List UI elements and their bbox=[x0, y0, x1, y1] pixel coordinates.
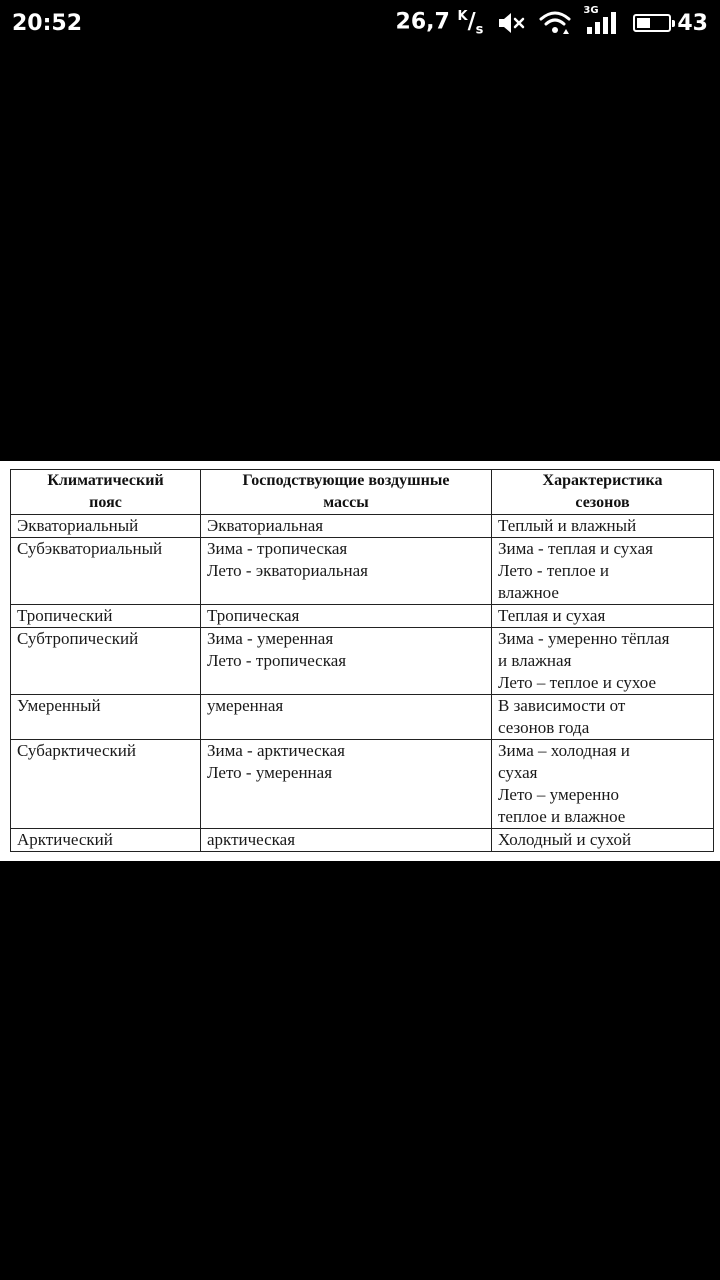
network-type-label: 3G bbox=[583, 5, 599, 16]
cell-line: В зависимости от bbox=[498, 696, 626, 715]
table-row bbox=[11, 740, 714, 829]
status-bar bbox=[0, 0, 720, 46]
cell-line: и влажная bbox=[498, 651, 572, 670]
status-time: 20:52 bbox=[12, 10, 83, 36]
cell-line: теплое и влажное bbox=[498, 807, 626, 826]
table-row bbox=[11, 695, 714, 740]
cell-line: Теплая и сухая bbox=[498, 606, 606, 625]
cell-line: Тропический bbox=[17, 606, 113, 625]
battery-level: 43 bbox=[677, 10, 708, 36]
cell-line: Лето - теплое и bbox=[498, 561, 609, 580]
cell-line: Холодный и сухой bbox=[498, 830, 632, 849]
cell-seasons bbox=[492, 829, 714, 852]
cell-line: сухая bbox=[498, 763, 538, 782]
cell-line: Субтропический bbox=[17, 629, 139, 648]
cell-climate-belt bbox=[11, 515, 201, 538]
cell-line: Экваториальный bbox=[17, 516, 139, 535]
cell-line: влажное bbox=[498, 583, 559, 602]
cell-line: Зима - умеренная bbox=[207, 629, 334, 648]
cell-seasons bbox=[492, 628, 714, 695]
cell-seasons bbox=[492, 515, 714, 538]
cell-line: Лето - умеренная bbox=[207, 763, 333, 782]
header-line: пояс bbox=[89, 494, 122, 511]
cell-line: Лето – умеренно bbox=[498, 785, 619, 804]
cell-air-masses bbox=[201, 628, 492, 695]
cell-climate-belt bbox=[11, 628, 201, 695]
table-row bbox=[11, 538, 714, 605]
cell-line: умеренная bbox=[207, 696, 284, 715]
header-line: Характеристика bbox=[542, 472, 663, 489]
header-line: Господствующие воздушные bbox=[242, 472, 450, 489]
cell-line: Лето - экваториальная bbox=[207, 561, 368, 580]
status-icons bbox=[395, 5, 708, 38]
cell-air-masses bbox=[201, 829, 492, 852]
table-row bbox=[11, 829, 714, 852]
cell-line: Зима - умеренно тёплая bbox=[498, 629, 670, 648]
table-row bbox=[11, 628, 714, 695]
cell-line: Зима - тропическая bbox=[207, 539, 348, 558]
cell-air-masses bbox=[201, 605, 492, 628]
header-line: массы bbox=[323, 494, 369, 511]
cell-climate-belt bbox=[11, 695, 201, 740]
cell-climate-belt bbox=[11, 538, 201, 605]
cell-line: Субарктический bbox=[17, 741, 136, 760]
cell-climate-belt bbox=[11, 740, 201, 829]
header-climate-belt bbox=[11, 470, 201, 515]
cell-line: Зима – холодная и bbox=[498, 741, 630, 760]
cell-air-masses bbox=[201, 515, 492, 538]
table-image bbox=[0, 461, 720, 861]
cell-air-masses bbox=[201, 695, 492, 740]
cell-line: Зима - теплая и сухая bbox=[498, 539, 653, 558]
table-body bbox=[11, 515, 714, 852]
cell-line: Зима - арктическая bbox=[207, 741, 346, 760]
table-header-row bbox=[11, 470, 714, 515]
cell-climate-belt bbox=[11, 605, 201, 628]
network-speed-unit-bottom: s bbox=[475, 22, 484, 38]
cell-line: Тропическая bbox=[207, 606, 300, 625]
cell-seasons bbox=[492, 605, 714, 628]
battery-icon bbox=[633, 14, 671, 32]
cell-line: Арктический bbox=[17, 830, 113, 849]
wifi-icon bbox=[539, 10, 571, 36]
cell-line: Теплый и влажный bbox=[498, 516, 637, 535]
cell-line: арктическая bbox=[207, 830, 296, 849]
cell-seasons bbox=[492, 740, 714, 829]
cell-line: Умеренный bbox=[17, 696, 101, 715]
cell-seasons bbox=[492, 538, 714, 605]
climate-belts-table bbox=[10, 469, 714, 852]
header-line: сезонов bbox=[575, 494, 630, 511]
cell-line: Субэкваториальный bbox=[17, 539, 163, 558]
cellular-signal-icon bbox=[583, 5, 619, 35]
cell-climate-belt bbox=[11, 829, 201, 852]
mute-icon bbox=[497, 11, 525, 35]
network-speed-value: 26,7 bbox=[395, 8, 450, 34]
header-seasons bbox=[492, 470, 714, 515]
cell-line: сезонов года bbox=[498, 718, 590, 737]
network-speed-unit-top: K bbox=[457, 8, 468, 24]
battery-fill bbox=[637, 18, 650, 28]
header-air-masses bbox=[201, 470, 492, 515]
cell-line: Лето - тропическая bbox=[207, 651, 347, 670]
table-row bbox=[11, 605, 714, 628]
cell-air-masses bbox=[201, 740, 492, 829]
cell-seasons bbox=[492, 695, 714, 740]
network-speed: 26,7 $^K/_s$ bbox=[395, 8, 484, 38]
header-line: Климатический bbox=[47, 472, 164, 489]
cell-line: Экваториальная bbox=[207, 516, 324, 535]
table-row bbox=[11, 515, 714, 538]
cell-line: Лето – теплое и сухое bbox=[498, 673, 656, 692]
cell-air-masses bbox=[201, 538, 492, 605]
